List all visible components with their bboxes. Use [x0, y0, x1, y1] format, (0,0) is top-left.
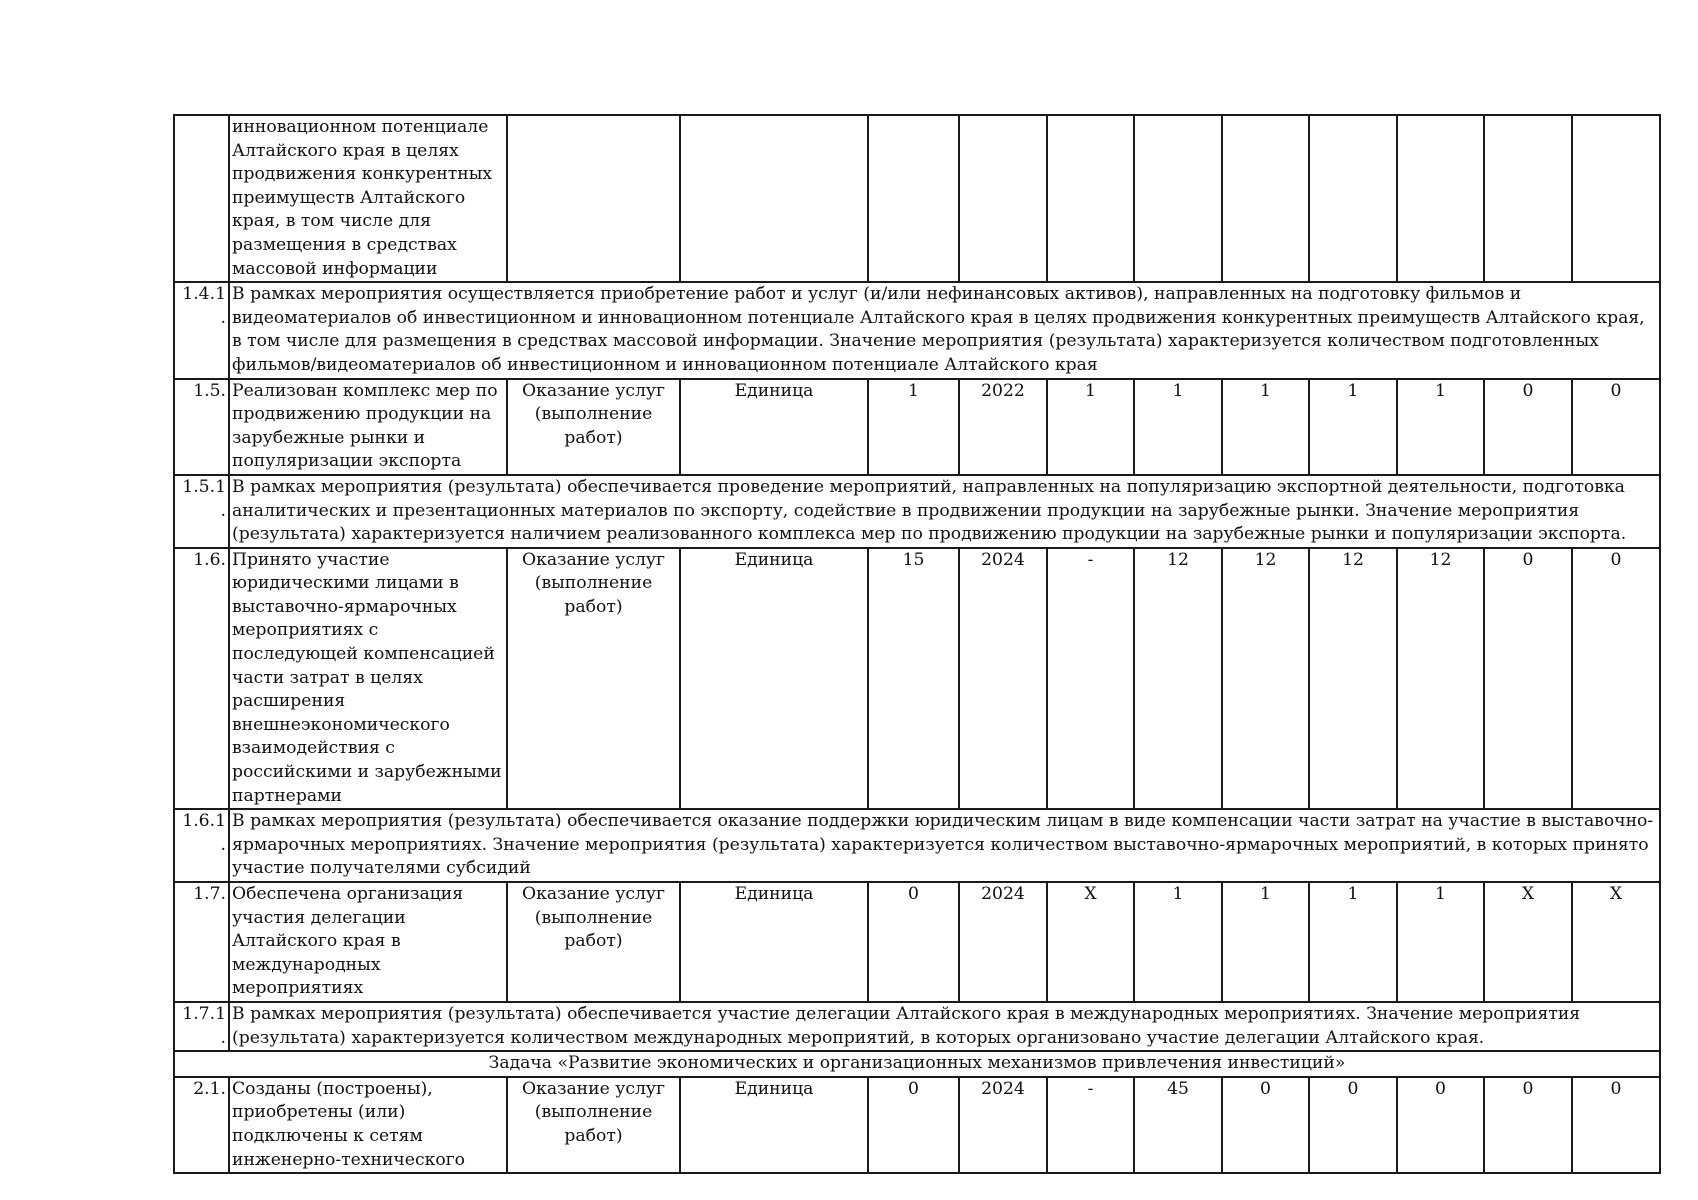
year-value-4: 12: [1309, 548, 1397, 810]
task-row: [174, 1051, 1660, 1077]
year-value-6: X: [1484, 882, 1572, 1002]
year-value-6: 0: [1484, 548, 1572, 810]
indicator-name: Принято участие юридическими лицами в выставочно-ярмарочных мероприятиях с последующей компенсацией части затрат в целях расширения внешнеэкономического взаимодействия с российскими и зарубежными партнерами: [229, 548, 507, 810]
indicator-row: [174, 882, 1660, 1002]
year-value-4: [1309, 115, 1397, 282]
base-value: 0: [868, 1077, 959, 1173]
year-value-5: 12: [1397, 548, 1484, 810]
description-row: [174, 475, 1660, 548]
year-value-1: X: [1047, 882, 1134, 1002]
indicator-type: Оказание услуг (выполнение работ): [507, 1077, 680, 1173]
year-value-3: 12: [1222, 548, 1309, 810]
row-number: 1.6.1.: [174, 809, 229, 882]
indicator-name: Реализован комплекс мер по продвижению продукции на зарубежные рынки и популяризации экспорта: [229, 379, 507, 475]
year-value-5: 1: [1397, 882, 1484, 1002]
row-number: 2.1.: [174, 1077, 229, 1173]
year-value-3: 1: [1222, 882, 1309, 1002]
year-value-1: [1047, 115, 1134, 282]
row-number: 1.7.1.: [174, 1002, 229, 1051]
row-number: [174, 115, 229, 282]
indicator-name: инновационном потенциале Алтайского края в целях продвижения конкурентных преимуществ Алтайского края, в том числе для размещения в средствах массовой информации: [229, 115, 507, 282]
unit-of-measure: Единица: [680, 882, 868, 1002]
year-value-7: [1572, 115, 1660, 282]
year-value-4: 1: [1309, 882, 1397, 1002]
unit-of-measure: Единица: [680, 1077, 868, 1173]
row-number: 1.6.: [174, 548, 229, 810]
year-value-7: 0: [1572, 379, 1660, 475]
description-row: [174, 809, 1660, 882]
indicator-name: Обеспечена организация участия делегации Алтайского края в международных мероприятиях: [229, 882, 507, 1002]
indicator-row: [174, 548, 1660, 810]
year-value-1: 1: [1047, 379, 1134, 475]
description-row: [174, 1002, 1660, 1051]
indicator-type: Оказание услуг (выполнение работ): [507, 548, 680, 810]
indicator-type: Оказание услуг (выполнение работ): [507, 379, 680, 475]
description-text: В рамках мероприятия (результата) обеспечивается проведение мероприятий, направленных на популяризацию экспортной деятельности, подготовка аналитических и презентационных материалов по экспорту, содействие в продвижении продукции на зарубежные рынки. Значение мероприятия (результата) характеризуется наличием реализованного комплекса мер по продвижению продукции на зарубежные рынки и популяризации экспорта.: [229, 475, 1660, 548]
base-year: [959, 115, 1047, 282]
indicator-type: Оказание услуг (выполнение работ): [507, 882, 680, 1002]
unit-of-measure: [680, 115, 868, 282]
year-value-2: 1: [1134, 379, 1222, 475]
indicator-row: [174, 379, 1660, 475]
unit-of-measure: Единица: [680, 379, 868, 475]
year-value-7: 0: [1572, 548, 1660, 810]
results-table: [173, 114, 1661, 1174]
description-text: В рамках мероприятия осуществляется приобретение работ и услуг (и/или нефинансовых активов), направленных на подготовку фильмов и видеоматериалов об инвестиционном и инновационном потенциале Алтайского края в целях продвижения конкурентных преимуществ Алтайского края, в том числе для размещения в средствах массовой информации. Значение мероприятия (результата) характеризуется количеством подготовленных фильмов/видеоматериалов об инвестиционном и инновационном потенциале Алтайского края: [229, 282, 1660, 378]
year-value-1: -: [1047, 1077, 1134, 1173]
year-value-1: -: [1047, 548, 1134, 810]
unit-of-measure: Единица: [680, 548, 868, 810]
year-value-5: 0: [1397, 1077, 1484, 1173]
indicator-row: [174, 1077, 1660, 1173]
year-value-3: 1: [1222, 379, 1309, 475]
base-year: 2024: [959, 548, 1047, 810]
description-text: В рамках мероприятия (результата) обеспечивается оказание поддержки юридическим лицам в виде компенсации части затрат на участие в выставочно-ярмарочных мероприятиях. Значение мероприятия (результата) характеризуется количеством выставочно-ярмарочных мероприятий, в которых принято участие получателями субсидий: [229, 809, 1660, 882]
year-value-4: 1: [1309, 379, 1397, 475]
base-year: 2024: [959, 882, 1047, 1002]
row-number: 1.7.: [174, 882, 229, 1002]
base-value: 1: [868, 379, 959, 475]
base-value: 15: [868, 548, 959, 810]
year-value-4: 0: [1309, 1077, 1397, 1173]
base-value: 0: [868, 882, 959, 1002]
description-row: [174, 282, 1660, 378]
row-number: 1.4.1.: [174, 282, 229, 378]
year-value-6: 0: [1484, 1077, 1572, 1173]
year-value-6: 0: [1484, 379, 1572, 475]
row-number: 1.5.1.: [174, 475, 229, 548]
base-year: 2022: [959, 379, 1047, 475]
year-value-2: [1134, 115, 1222, 282]
year-value-7: 0: [1572, 1077, 1660, 1173]
year-value-2: 45: [1134, 1077, 1222, 1173]
year-value-3: 0: [1222, 1077, 1309, 1173]
year-value-5: 1: [1397, 379, 1484, 475]
task-heading: Задача «Развитие экономических и организационных механизмов привлечения инвестиций»: [174, 1051, 1660, 1077]
indicator-name: Созданы (построены), приобретены (или) подключены к сетям инженерно-технического: [229, 1077, 507, 1173]
indicator-row: [174, 115, 1660, 282]
year-value-2: 1: [1134, 882, 1222, 1002]
base-year: 2024: [959, 1077, 1047, 1173]
year-value-5: [1397, 115, 1484, 282]
results-table-body: [174, 115, 1660, 1173]
base-value: [868, 115, 959, 282]
row-number: 1.5.: [174, 379, 229, 475]
description-text: В рамках мероприятия (результата) обеспечивается участие делегации Алтайского края в международных мероприятиях. Значение мероприятия (результата) характеризуется количеством международных мероприятий, в которых организовано участие делегации Алтайского края.: [229, 1002, 1660, 1051]
indicator-type: [507, 115, 680, 282]
year-value-3: [1222, 115, 1309, 282]
year-value-7: X: [1572, 882, 1660, 1002]
year-value-6: [1484, 115, 1572, 282]
year-value-2: 12: [1134, 548, 1222, 810]
